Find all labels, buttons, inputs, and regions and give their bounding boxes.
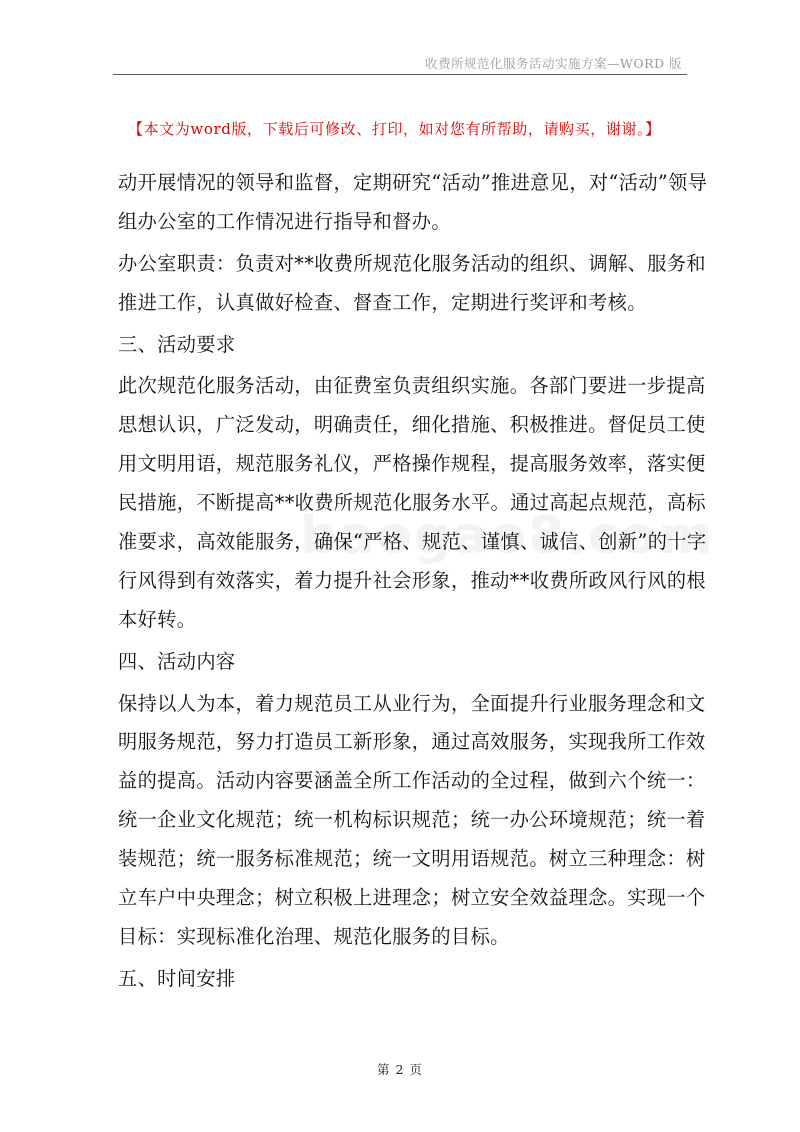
- section-heading: 五、时间安排: [118, 966, 236, 990]
- body-line: 推进工作，认真做好检查、督查工作，定期进行奖评和考核。: [118, 290, 647, 314]
- body-line: 思想认识，广泛发动，明确责任，细化措施、积极推进。督促员工使: [118, 413, 706, 437]
- body-line: 行风得到有效落实，着力提升社会形象，推动**收费所政风行风的根: [118, 568, 707, 592]
- page-number: 第 2 页: [377, 1062, 423, 1077]
- body-line: 装规范；统一服务标准规范；统一文明用语规范。树立三种理念：树: [118, 847, 706, 871]
- body-line: 保持以人为本，着力规范员工从业行为，全面提升行业服务理念和文: [118, 691, 706, 715]
- body-line: 明服务规范，努力打造员工新形象，通过高效服务，实现我所工作效: [118, 730, 706, 754]
- body-line: 准要求，高效能服务，确保“严格、规范、谨慎、诚信、创新”的十字: [118, 530, 707, 554]
- body-line: 益的提高。活动内容要涵盖全所工作活动的全过程，做到六个统一：: [118, 769, 706, 793]
- section-heading: 三、活动要求: [118, 332, 236, 356]
- running-header-title: 收费所规范化服务活动实施方案—WORD 版: [424, 56, 682, 71]
- body-line: 立车户中央理念；树立积极上进理念；树立安全效益理念。实现一个: [118, 886, 706, 910]
- download-notice: 【本文为word版，下载后可修改、打印，如对您有所帮助，请购买，谢谢。】: [128, 120, 661, 138]
- body-line: 办公室职责：负责对**收费所规范化服务活动的组织、调解、服务和: [118, 251, 707, 275]
- body-line: 民措施，不断提高**收费所规范化服务水平。通过高起点规范，高标: [118, 491, 707, 515]
- body-line: 本好转。: [118, 607, 197, 631]
- header-divider: [113, 74, 687, 75]
- body-line: 统一企业文化规范；统一机构标识规范；统一办公环境规范；统一着: [118, 808, 706, 832]
- body-line: 组办公室的工作情况进行指导和督办。: [118, 209, 451, 233]
- body-line: 动开展情况的领导和监督，定期研究“活动”推进意见，对“活动”领导: [118, 171, 708, 194]
- body-line: 此次规范化服务活动，由征费室负责组织实施。各部门要进一步提高: [118, 374, 706, 398]
- section-heading: 四、活动内容: [118, 649, 236, 673]
- document-body: [118, 164, 708, 999]
- body-line: 用文明用语，规范服务礼仪，严格操作规程，提高服务效率，落实便: [118, 452, 706, 476]
- body-line: 目标：实现标准化治理、规范化服务的目标。: [118, 924, 510, 948]
